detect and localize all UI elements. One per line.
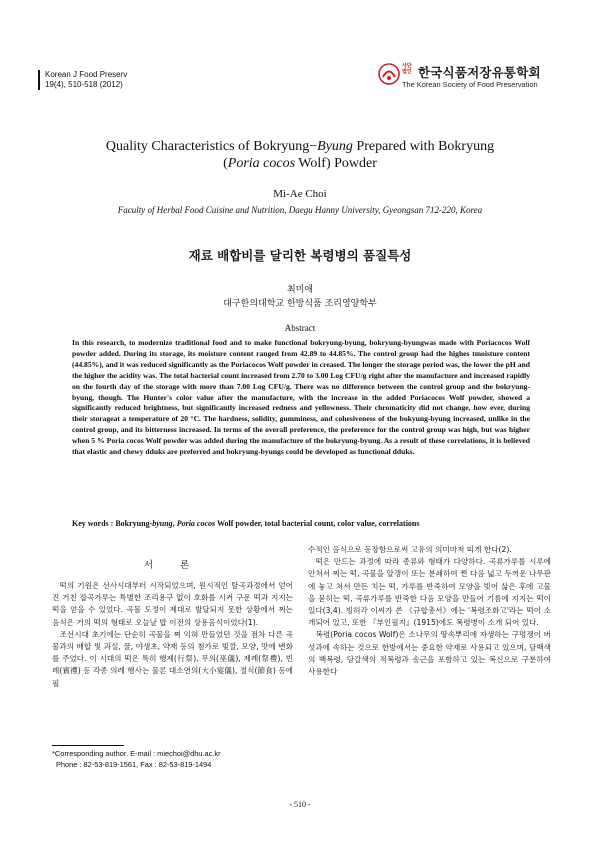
paper-title-korean: 재료 배합비를 달리한 복령병의 품질특성: [188, 248, 412, 263]
abstract-body: In this research, to modernize traditional food and to make functional bokryung-byung, bokryung-byungwas made with Poriacocos Wolf powder added. During its storage, its moisture content ranged from 42.89 to 44.85%. The control group had the highes tmoisture content (44.85%), and it was reduced significantly as the Poriacocos Wolf powder in creased. The longer the storage period was, the lower the pH and the higher the acidity was. The total bacterial count increased from 2.70 to 3.00 Log CFU/g right after the manufacture and increased rapidly on the fourth day of the storage with more than 7.00 Log CFU/g. There was no difference between the control group and the bokryung-byung, though. The Hunter's color value after the manufacture, with the increase in the added Poriacocos Wolf powder, showed a significantly reduced brightness, but significantly increased redness and yellowness. Their chromaticity did not change, how ever, during their storageat a temperature of 20 °C. The hardness, solidity, gumminess, and cohesiveness of the bokyung-byung increased, unlike in the control group, and its bitterness increased. In terms of the overall preference, the preference for the control group was high, but was higher when 5 % Poria cocos Wolf powder was added during the manufacture of the bokryung-byung. As a result of these correlations, it is believed that elastic and chewy dduks are preferred and bokryung-byungs could be developed as functional dduks.: [72, 338, 530, 457]
footnote-phone: Phone : 82-53-819-1561, Fax : 82-53-819-1494: [56, 760, 212, 769]
abstract-heading: Abstract: [284, 323, 316, 333]
society-logo-block: [376, 63, 566, 95]
page-number: - 510 -: [289, 800, 311, 809]
paper-title: [40, 138, 560, 172]
footnote-email: *Corresponding author. E-mail : miechoi@dhu.ac.kr: [52, 749, 221, 758]
footnote-corresponding-author: [52, 748, 312, 770]
journal-name: Korean J Food Preserv: [45, 70, 128, 79]
affiliation-korean: 대구한의대학교 한방식품 조리영양학부: [223, 299, 377, 309]
paragraph: 떡은 만드는 과정에 따라 종류와 형태가 다양하다. 곡류가루를 시루에 안쳐서 찌는 떡, 곡물을 알갱이 또는 분쇄하여 쪈 다음 넓고 두꺼운 나무판에 놓고 쳐서 만든 치는 떡, 가루를 반죽하여 모양을 빚어 삶은 후에 고물을 묻히는 떡, 곡류가루를 반죽한 다음 모양을 만들어 기름에 지지는 떡이 있다(3,4). 빙허각 이씨가 쓴 《규합총서》에는 '복령조화고'라는 떡이 소개되어 있고, 또한 『부인필지』(1915)에도 복령병이 소개 되어 있다.: [308, 557, 551, 628]
journal-citation: [38, 70, 205, 90]
paragraph: 떡의 기원은 선사시대부터 시작되었으며, 원시적인 탈곡과정에서 얻어진 거친 잡곡가루는 특별한 조리용구 없이 호화를 시켜 구운 떡과 지지는 떡을 얻을 수 있었다. 곡물 도정이 제대로 발달되지 못한 상황에서 찌는 음식은 거의 떡의 형태로 오늘날 밥 이전의 상용음식이었다(1).: [52, 581, 293, 627]
paragraph: 수적인 음식으로 등장함으로써 고유의 의미마저 띠게 한다(2).: [308, 545, 512, 554]
paragraph: 조선시대 초기에는 단순히 곡물을 쪄 익혀 만들었던 것을 점차 다른 곡물과의 배합 및 과실, 꿀, 야생초, 약재 등의 첨가로 빛깔, 모양, 맛에 변화를 주었다. 이 시대의 떡은 특히 행제(行祭), 무의(巫儀), 제례(祭禮), 빈례(賓禮) 등 각종 의례 행사는 물론 대소연의(大小宴儀), 절식(節食) 등에 필: [52, 629, 293, 688]
body-column-left: [52, 580, 293, 690]
paragraph: 복령(Poria cocos Wolf)은 소나무의 땅속뿌리에 자생하는 구멍쟁이 버섯과에 속하는 것으로 한방에서는 중요한 약재로 사용되고 있으며, 담백색의 백복령, 담갈색의 적복령과 송근을 포함하고 있는 복신으로 구분하여 사용한다: [308, 630, 551, 677]
author-name-english: Mi-Ae Choi: [273, 188, 327, 200]
journal-volume: 19(4), 510-518 (2012): [45, 80, 123, 89]
body-column-right: [308, 544, 551, 678]
society-logo-icon: [378, 63, 400, 85]
section-heading-introduction: 서 론: [143, 560, 202, 571]
affiliation-english: Faculty of Herbal Food Cuisine and Nutrition, Daegu Hanny University, Gyeongsan 712-220, Korea: [117, 205, 483, 215]
society-name-english: The Korean Society of Food Preservation: [402, 80, 538, 89]
society-name-korean: 한국식품저장유통학회: [418, 65, 541, 80]
title-line-2: (Poria cocos Wolf) Powder: [223, 156, 377, 171]
title-line-1: Quality Characteristics of Bokryung−Byung Prepared with Bokryung: [105, 139, 495, 154]
footnote-divider: [52, 745, 124, 746]
keywords: Key words : Bokryung-byung, Poria cocos Wolf powder, total bacterial count, color value, correlations: [72, 519, 420, 528]
society-prefix: 사단법인: [402, 63, 412, 75]
author-name-korean: 최미애: [286, 285, 314, 295]
